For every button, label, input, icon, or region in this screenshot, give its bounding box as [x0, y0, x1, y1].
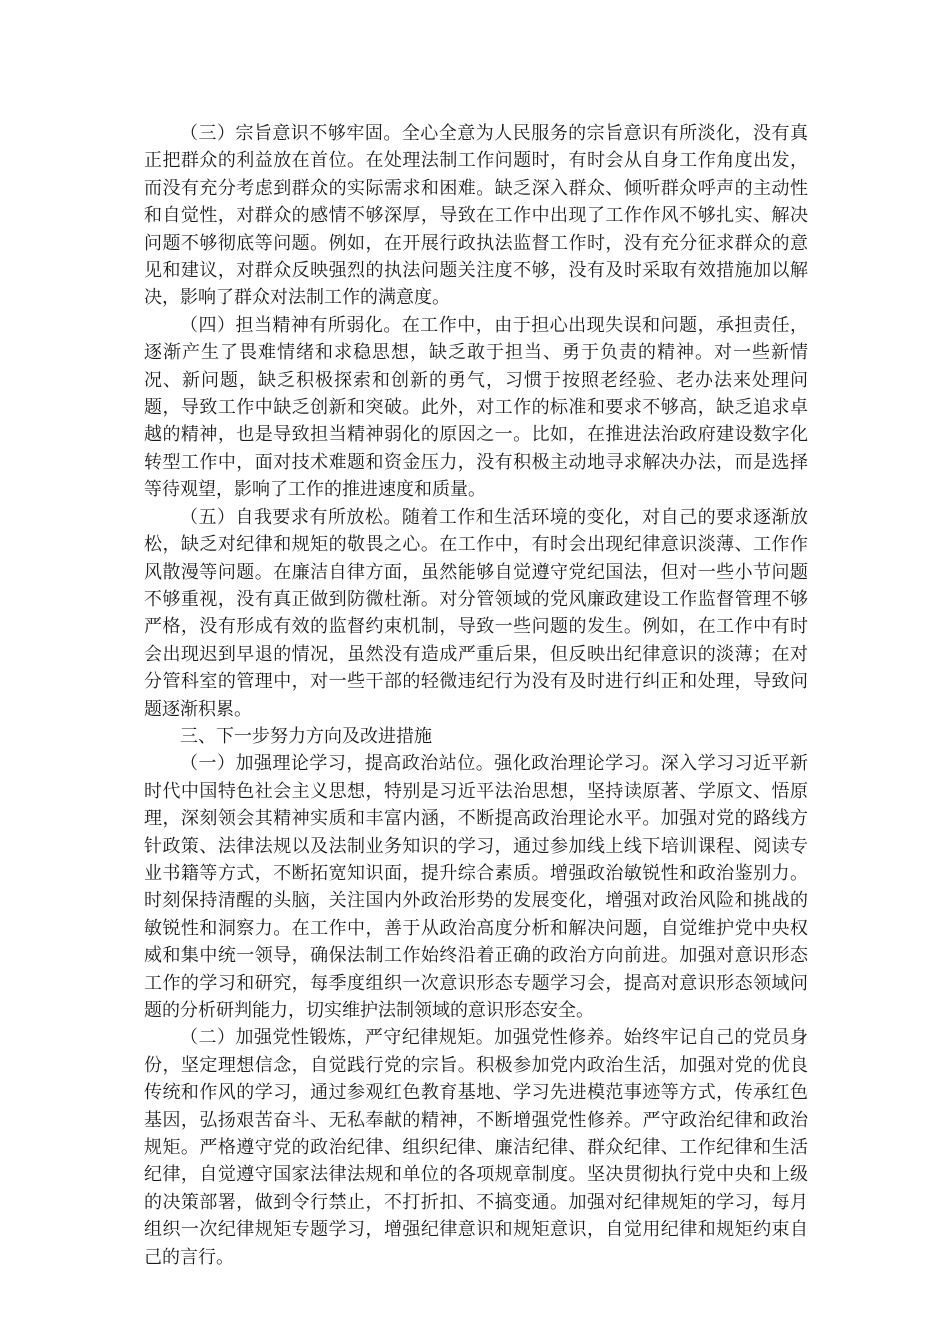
paragraph-measure-2: （二）加强党性锻炼，严守纪律规矩。加强党性修养。始终牢记自己的党员身份，坚定理想信念，自觉践行党的宗旨。积极参加党内政治生活，加强对党的优良传统和作风的学习，通过参观红色教育基地、学习先进模范事迹等方式，传承红色基因，弘扬艰苦奋斗、无私奉献的精神，不断增强党性修养。严守政治纪律和政治规矩。严格遵守党的政治纪律、组织纪律、廉洁纪律、群众纪律、工作纪律和生活纪律，自觉遵守国家法律法规和单位的各项规章制度。坚决贯彻执行党中央和上级的决策部署，做到令行禁止，不打折扣、不搞变通。加强对纪律规矩的学习，每月组织一次纪律规矩专题学习，增强纪律意识和规矩意识，自觉用纪律和规矩约束自己的言行。 [144, 1027, 808, 1268]
paragraph-section-5: （五）自我要求有所放松。随着工作和生活环境的变化，对自己的要求逐渐放松，缺乏对纪律和规矩的敬畏之心。在工作中，有时会出现纪律意识淡薄、工作作风散漫等问题。在廉洁自律方面，虽然能够自觉遵守党纪国法，但对一些小节问题不够重视，没有真正做到防微杜渐。对分管领域的党风廉政建设工作监督管理不够严格，没有形成有效的监督约束机制，导致一些问题的发生。例如，在工作中有时会出现迟到早退的情况，虽然没有造成严重后果，但反映出纪律意识的淡薄；在对分管科室的管理中，对一些干部的轻微违纪行为没有及时进行纠正和处理，导致问题逐渐积累。 [144, 506, 808, 720]
section-heading-next-steps: 三、下一步努力方向及改进措施 [180, 725, 432, 747]
paragraph-section-3: （三）宗旨意识不够牢固。全心全意为人民服务的宗旨意识有所淡化，没有真正把群众的利益放在首位。在处理法制工作问题时，有时会从自身工作角度出发，而没有充分考虑到群众的实际需求和困难。缺乏深入群众、倾听群众呼声的主动性和自觉性，对群众的感情不够深厚，导致在工作中出现了工作作风不够扎实、解决问题不够彻底等问题。例如，在开展行政执法监督工作时，没有充分征求群众的意见和建议，对群众反映强烈的执法问题关注度不够，没有及时采取有效措施加以解决，影响了群众对法制工作的满意度。 [144, 123, 808, 309]
paragraph-section-4: （四）担当精神有所弱化。在工作中，由于担心出现失误和问题，承担责任，逐渐产生了畏难情绪和求稳思想，缺乏敢于担当、勇于负责的精神。对一些新情况、新问题，缺乏积极探索和创新的勇气，习惯于按照老经验、老办法来处理问题，导致工作中缺乏创新和突破。此外，对工作的标准和要求不够高，缺乏追求卓越的精神，也是导致担当精神弱化的原因之一。比如，在推进法治政府建设数字化转型工作中，面对技术难题和资金压力，没有积极主动地寻求解决办法，而是选择等待观望，影响了工作的推进速度和质量。 [144, 314, 808, 501]
document-page [144, 120, 808, 1268]
paragraph-measure-1: （一）加强理论学习，提高政治站位。强化政治理论学习。深入学习习近平新时代中国特色社会主义思想，特别是习近平法治思想，坚持读原著、学原文、悟原理，深刻领会其精神实质和丰富内涵，不断提高政治理论水平。加强对党的路线方针政策、法律法规以及法制业务知识的学习，通过参加线上线下培训课程、阅读专业书籍等方式，不断拓宽知识面，提升综合素质。增强政治敏锐性和政治鉴别力。时刻保持清醒的头脑，关注国内外政治形势的发展变化，增强对政治风险和挑战的敏锐性和洞察力。在工作中，善于从政治高度分析和解决问题，自觉维护党中央权威和集中统一领导，确保法制工作始终沿着正确的政治方向前进。加强对意识形态工作的学习和研究，每季度组织一次意识形态专题学习会，提高对意识形态领域问题的分析研判能力，切实维护法制领域的意识形态安全。 [144, 753, 808, 1021]
